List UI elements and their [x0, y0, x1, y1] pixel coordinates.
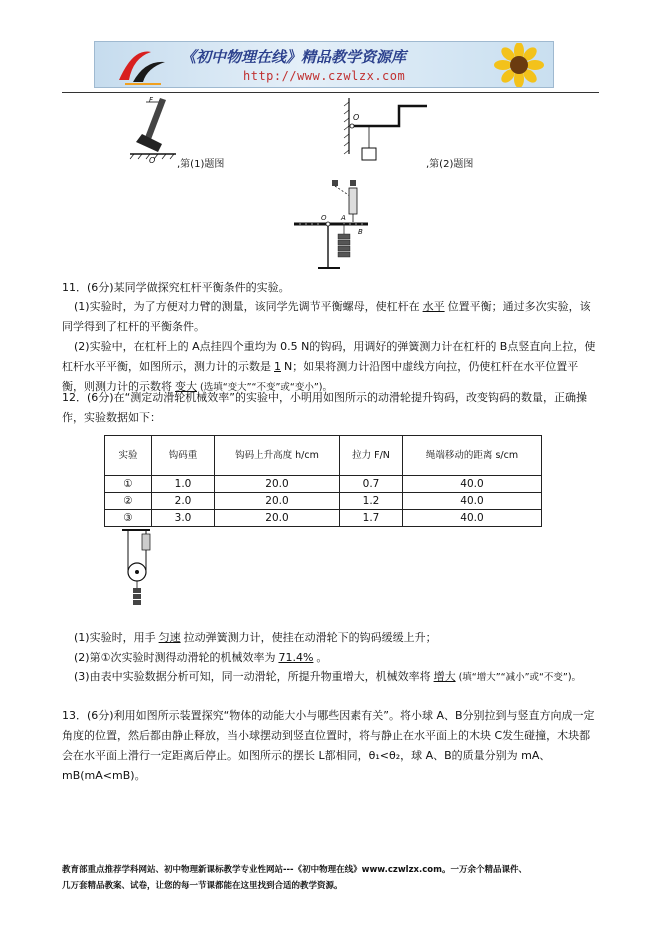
table-cell: 3.0 — [152, 510, 215, 527]
fig2-caption: ,第(2)题图 — [426, 159, 474, 170]
table-cell: 2.0 — [152, 493, 215, 510]
table-cell: 40.0 — [403, 510, 542, 527]
figure-1-hammer — [128, 96, 184, 162]
q11-p1-after: 位置平衡；通过多次实验，该同学得到了杠杆的平衡条件。 — [62, 300, 591, 333]
table-cell: 1.7 — [340, 510, 403, 527]
q12-part1 — [62, 628, 599, 648]
q12-intro: 12．(6分)在“测定动滑轮机械效率”的实验中，小明用如图所示的动滑轮提升钩码，改变钩码的数量，正确操作，实验数据如下： — [62, 391, 587, 424]
q11-p1-answer: 水平 — [422, 300, 445, 313]
q13-text: 13．(6分)利用如图所示装置探究“物体的动能大小与哪些因素有关”。将小球 A、B分别拉到与竖直方向成一定角度的位置，然后都由静止释放，当小球摆动到竖直位置时，将与静止在水平面上的木块 C发生碰撞，木块都会在水平面上滑行一定距离后停止。如图所示的摆长 L都相同，θ₁<θ₂，球 A、B的质量分别为 mA、mB(mA<mB)。 — [62, 709, 595, 782]
table-row — [105, 510, 542, 527]
table-header: 绳端移动的距离 s/cm — [403, 436, 542, 476]
q12-p2-after: 。 — [316, 651, 328, 664]
table-cell: 1.2 — [340, 493, 403, 510]
q11-p1-before: (1)实验时，为了方便对力臂的测量，该同学先调节平衡螺母，使杠杆在 — [74, 300, 420, 313]
q11-p2-middle: N；如果将测力计沿图中虚线方向拉，仍使杠杆在水平位置平衡，则测力计的示数将 — [62, 360, 579, 393]
table-row — [105, 476, 542, 493]
q12-part2 — [62, 648, 599, 668]
q12-p1-after: 拉动弹簧测力计，使挂在动滑轮下的钩码缓缓上升； — [183, 631, 437, 644]
fig2-label-o: O — [353, 113, 360, 122]
q11-p2-after: (选填“变大”“不变”或“变小”)。 — [200, 382, 332, 393]
figure-4-pulley — [120, 528, 160, 610]
footer-line-2: 几万套精品教案、试卷，让您的每一节课都能在这里找到合适的教学资源。 — [62, 881, 343, 891]
q11-p2-before: (2)实验中，在杠杆上的 A点挂四个重均为 0.5 N的钩码，用调好的弹簧测力计在杠杆的 B点竖直向上拉，使杠杆水平平衡，如图所示，测力计的示数是 — [62, 340, 596, 373]
table-cell: 40.0 — [403, 476, 542, 493]
table-header: 拉力 F/N — [340, 436, 403, 476]
fig1-caption: ,第(1)题图 — [177, 159, 225, 170]
header-rule — [62, 92, 599, 93]
q12-p2-before: (2)第①次实验时测得动滑轮的机械效率为 — [74, 651, 276, 664]
q11-intro: 11．(6分)某同学做探究杠杆平衡条件的实验。 — [62, 281, 290, 294]
q12-p2-answer: 71.4% — [278, 651, 314, 664]
q12-p3-answer: 增大 — [433, 670, 456, 683]
page-footer — [62, 862, 622, 894]
banner-url[interactable]: http://www.czwlzx.com — [243, 69, 406, 83]
table-cell: ① — [105, 476, 152, 493]
header-banner — [94, 41, 554, 88]
fig3-label-o: O — [321, 214, 327, 222]
table-header: 钩码重 — [152, 436, 215, 476]
table-cell: 20.0 — [215, 476, 340, 493]
table-cell: 1.0 — [152, 476, 215, 493]
fig1-label-o: O — [149, 156, 156, 165]
figure-2-bent-lever — [343, 96, 428, 168]
table-header-row — [105, 436, 542, 476]
q11-part1 — [62, 297, 599, 337]
table-cell: 20.0 — [215, 493, 340, 510]
table-cell: 20.0 — [215, 510, 340, 527]
table-header: 钩码上升高度 h/cm — [215, 436, 340, 476]
footer-line-1: 教育部重点推荐学科网站、初中物理新课标教学专业性网站---《初中物理在线》www.czwlzx.com。一万余个精品课件、 — [62, 865, 527, 875]
q12-p3-after: (填“增大”“减小”或“不变”)。 — [458, 672, 582, 683]
table-cell: 0.7 — [340, 476, 403, 493]
q12-part3 — [62, 667, 599, 688]
banner-title: 《初中物理在线》精品教学资源库 — [181, 48, 407, 66]
logo-icon — [111, 46, 171, 86]
q12-data-table — [104, 435, 542, 527]
table-cell: ③ — [105, 510, 152, 527]
q11-p2-answer1: 1 — [274, 360, 281, 373]
table-cell: 40.0 — [403, 493, 542, 510]
q12-p3-before: (3)由表中实验数据分析可知，同一动滑轮，所提升物重增大，机械效率将 — [74, 670, 431, 683]
figure-3-lever-experiment — [292, 178, 376, 272]
fig1-label-f: F — [149, 96, 154, 104]
fig3-label-b: B — [358, 228, 363, 236]
q11-p2-answer2: 变大 — [175, 380, 197, 393]
table-row — [105, 493, 542, 510]
sunflower-icon — [489, 43, 549, 87]
q12-p1-before: (1)实验时，用手 — [74, 631, 156, 644]
table-header: 实验 — [105, 436, 152, 476]
q12-p1-answer: 匀速 — [158, 631, 181, 644]
table-cell: ② — [105, 493, 152, 510]
fig3-label-a: A — [341, 214, 346, 222]
